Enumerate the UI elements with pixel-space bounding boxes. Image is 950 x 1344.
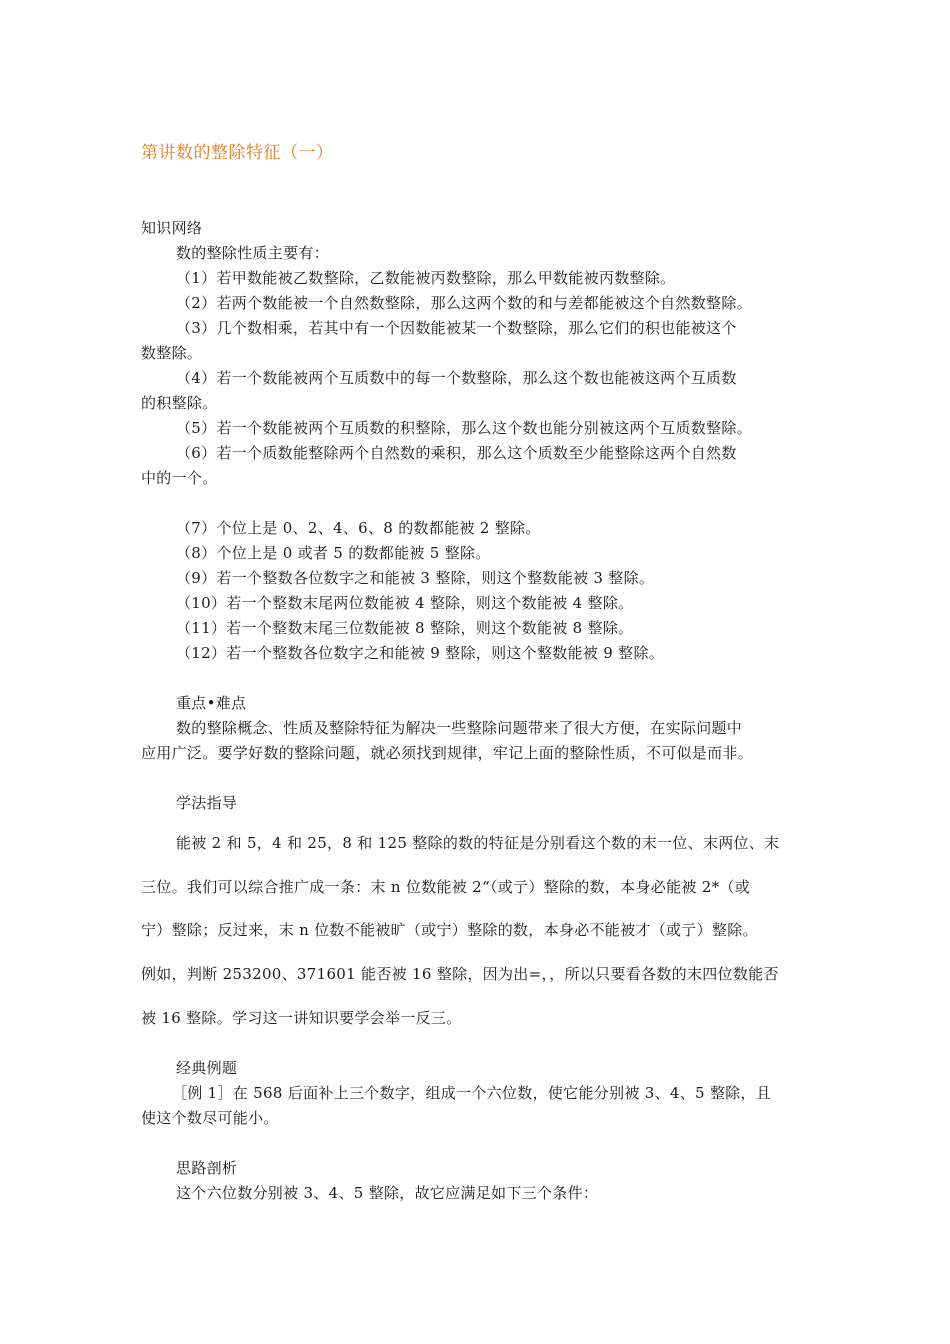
section-heading-network: 知识网络 [141,219,203,237]
property-2: （2）若两个数能被一个自然数整除，那么这两个数的和与差都能被这个自然数整除。 [176,294,752,312]
property-6-line-2: 中的一个。 [141,469,218,487]
method-line-3: 宁）整除；反过来，末 n 位数不能被旷（或宁）整除的数，本身必不能被才（或亍）整除。 [141,921,758,939]
property-4-line-1: （4）若一个数能被两个互质数中的每一个数整除，那么这个数也能被这两个互质数 [176,369,737,387]
property-7: （7）个位上是 0、2、4、6、8 的数都能被 2 整除。 [176,519,541,537]
property-3-line-2: 数整除。 [141,344,203,362]
property-11: （11）若一个整数末尾三位数能被 8 整除，则这个数能被 8 整除。 [176,619,634,637]
property-3-line-1: （3）几个数相乘，若其中有一个因数能被某一个数整除，那么它们的积也能被这个 [176,319,737,337]
property-10: （10）若一个整数末尾两位数能被 4 整除，则这个数能被 4 整除。 [176,594,634,612]
section-heading-method: 学法指导 [176,794,238,812]
method-line-2: 三位。我们可以综合推广成一条：末 n 位数能被 2“（或亍）整除的数，本身必能被 2*（或 [141,878,750,896]
example-1-line-1: ［例 1］在 568 后面补上三个数字，组成一个六位数，使它能分别被 3、4、5 整除，且 [172,1084,772,1102]
method-line-1: 能被 2 和 5，4 和 25，8 和 125 整除的数的特征是分别看这个数的末一位、末两位、末 [176,834,780,852]
property-5: （5）若一个数能被两个互质数的积整除，那么这个数也能分别被这两个互质数整除。 [176,419,752,437]
property-12: （12）若一个整数各位数字之和能被 9 整除，则这个整数能被 9 整除。 [176,644,665,662]
example-1-line-2: 使这个数尽可能小。 [141,1109,279,1127]
property-1: （1）若甲数能被乙数整除，乙数能被丙数整除，那么甲数能被丙数整除。 [176,269,676,287]
property-8: （8）个位上是 0 或者 5 的数都能被 5 整除。 [176,544,491,562]
section-heading-analysis: 思路剖析 [176,1159,238,1177]
key-paragraph-line-2: 应用广泛。要学好数的整除问题，就必须找到规律，牢记上面的整除性质，不可似是而非。 [141,744,754,762]
property-6-line-1: （6）若一个质数能整除两个自然数的乘积，那么这个质数至少能整除这两个自然数 [176,444,737,462]
property-4-line-2: 的积整除。 [141,394,218,412]
lesson-title: 第讲数的整除特征（一） [141,143,334,163]
property-9: （9）若一个整数各位数字之和能被 3 整除，则这个整数能被 3 整除。 [176,569,655,587]
method-line-5: 被 16 整除。学习这一讲知识要学会举一反三。 [141,1009,462,1027]
key-paragraph-line-1: 数的整除概念、性质及整除特征为解决一些整除问题带来了很大方便，在实际问题中 [176,719,743,737]
method-line-4: 例如，判断 253200、371601 能否被 16 整除，因为出=，，所以只要看各数的末四位数能否 [141,965,779,983]
analysis-line-1: 这个六位数分别被 3、4、5 整除，故它应满足如下三个条件： [176,1184,599,1202]
properties-intro: 数的整除性质主要有： [176,244,330,262]
section-heading-example: 经典例题 [176,1059,238,1077]
section-heading-key: 重点•难点 [176,694,247,712]
